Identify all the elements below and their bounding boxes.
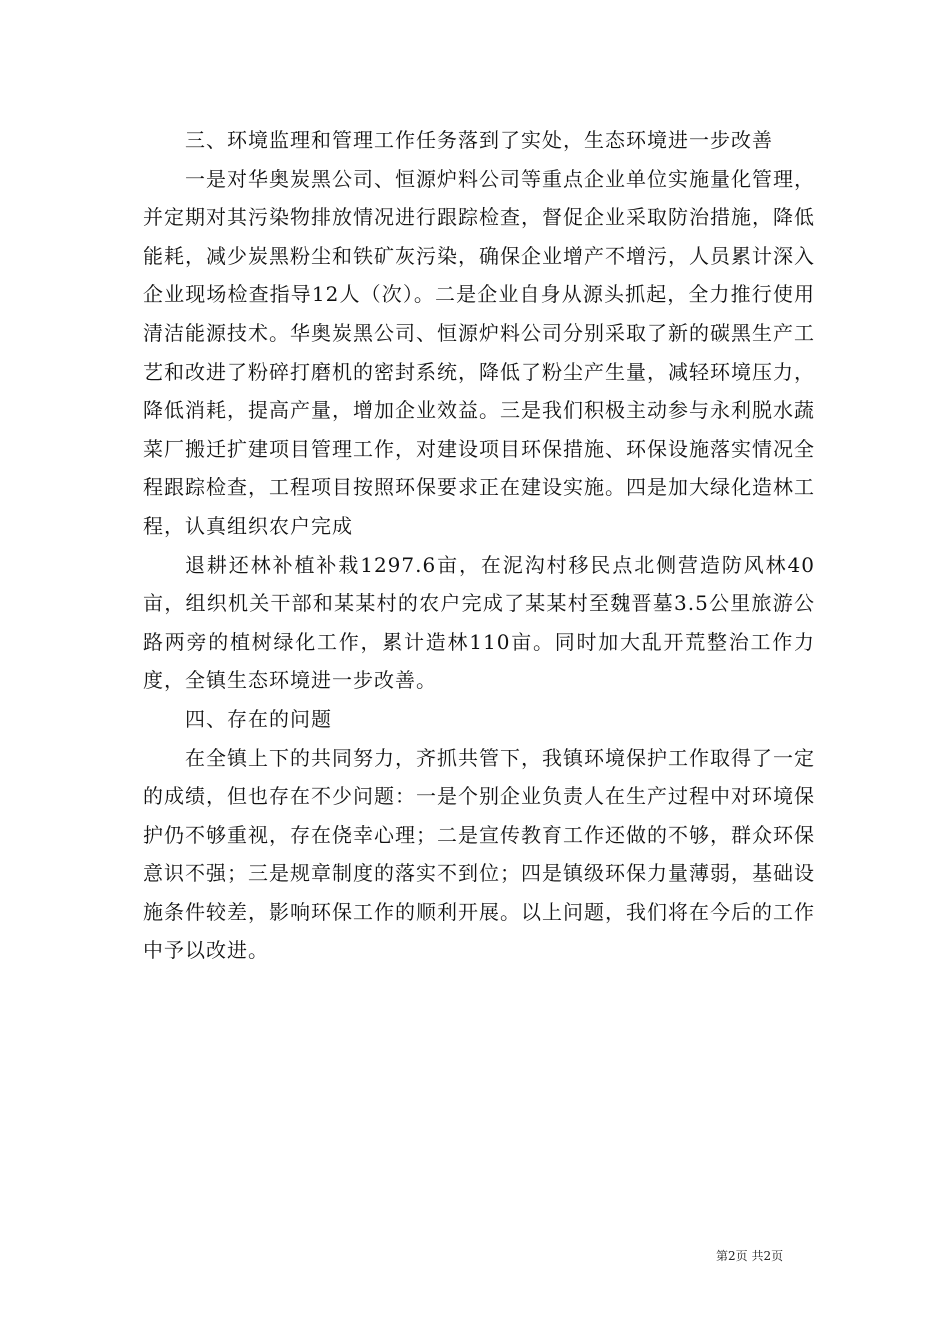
body-paragraph-problems: 在全镇上下的共同努力，齐抓共管下，我镇环境保护工作取得了一定的成绩，但也存在不少问题：一是个别企业负责人在生产过程中对环境保护仍不够重视，存在侥幸心理；二是宣传教育工作还做的不够，群众环保意识不强；三是规章制度的落实不到位；四是镇级环保力量薄弱，基础设施条件较差，影响环保工作的顺利开展。以上问题，我们将在今后的工作中予以改进。	[143, 745, 815, 963]
section-heading-existing-problems: 四、存在的问题	[185, 706, 332, 731]
body-paragraph-enterprise-management: 一是对华奥炭黑公司、恒源炉料公司等重点企业单位实施量化管理，并定期对其污染物排放情况进行跟踪检查，督促企业采取防治措施，降低能耗，减少炭黑粉尘和铁矿灰污染，确保企业增产不增污，人员累计深入企业现场检查指导12人（次）。二是企业自身从源头抓起，全力推行使用清洁能源技术。华奥炭黑公司、恒源炉料公司分别采取了新的碳黑生产工艺和改进了粉碎打磨机的密封系统，降低了粉尘产生量，减轻环境压力，降低消耗，提高产量，增加企业效益。三是我们积极主动参与永利脱水蔬菜厂搬迁扩建项目管理工作，对建设项目环保措施、环保设施落实情况全程跟踪检查，工程项目按照环保要求正在建设实施。四是加大绿化造林工程，认真组织农户完成	[143, 166, 815, 538]
document-body	[143, 121, 815, 970]
page-number-footer: 第2页 共2页	[716, 1249, 784, 1263]
section-heading-environment-supervision: 三、环境监理和管理工作任务落到了实处，生态环境进一步改善	[185, 128, 773, 152]
body-paragraph-afforestation: 退耕还林补植补栽1297.6亩，在泥沟村移民点北侧营造防风林40亩，组织机关干部和某某村的农户完成了某某村至魏晋墓3.5公里旅游公路两旁的植树绿化工作，累计造林110亩。同时加大乱开荒整治工作力度，全镇生态环境进一步改善。	[143, 552, 815, 693]
